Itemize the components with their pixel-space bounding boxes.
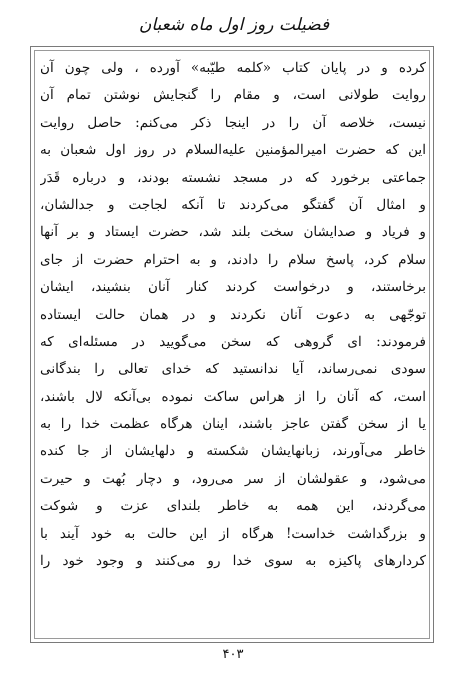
text-line: است، که آنان را از هراس ساکت نموده بی‌آنکه لال باشند، [40, 388, 426, 405]
text-line: روایت طولانی است، و مقام را گنجایش نوشتن تمام آن [40, 87, 426, 104]
page-header [55, 10, 413, 40]
text-line: و بزرگداشت خداست! هرگاه از این حالت به خود آیند با [40, 525, 426, 542]
text-line: جماعتی برخورد که در مسجد نشسته بودند، و درباره قَدَر [40, 169, 426, 186]
text-line: برخاستند، و درخواست کردند کنار آنان بنشیند، ایشان [40, 279, 426, 296]
text-line: و امثال آن گفتگو می‌کردند تا آنکه لجاجت و جدالشان، [40, 196, 426, 213]
text-line: نیست، خلاصه آن را در اینجا ذکر می‌کنم: حاصل روایت [40, 114, 426, 131]
body-text [40, 55, 426, 575]
text-line: این که حضرت امیرالمؤمنین عليه‌السلام در روز اول شعبان به [40, 142, 426, 159]
page-number: ۴۰۳ [222, 647, 244, 662]
text-line: توجّهی به دعوت آنان نکردند و در همان حالت ایستاده [40, 306, 426, 323]
text-line: و فریاد و صدایشان سخت بلند شد، حضرت ایستاد و بر آنها [40, 224, 426, 241]
text-line: می‌شود، و عقولشان از سر می‌رود، و دچار بُهت و حیرت [40, 470, 426, 487]
text-line: کرده و در پایان کتاب «کلمه طیّبه» آورده ، ولی چون آن [40, 60, 426, 76]
text-line: فرمودند: ای گروهی که سخن می‌گویید در مسئله‌ای که [40, 333, 426, 350]
text-line: یا از سخن گفتن عاجز باشند، اینان هرگاه عظمت خدا را به [40, 416, 426, 433]
text-line: می‌گردند، این همه به خاطر بلندای عزت و شوکت [40, 498, 426, 515]
text-line: کردارهای پاکیزه به سوی خدا رو می‌کنند و وجود خود را [40, 553, 426, 570]
text-line: خاطر می‌آورند، زبانهایشان شکسته و دلهایشان از جا کنده [40, 443, 426, 460]
text-line: سلام کرد، پاسخ سلام را دادند، و به احترام حضرت از جای [40, 251, 426, 268]
header-title: فضیلت روز اول ماه شعبان [138, 15, 330, 35]
text-line: سودی نمی‌رساند، آیا ندانستید که خدای تعالی را بندگانی [40, 361, 426, 378]
